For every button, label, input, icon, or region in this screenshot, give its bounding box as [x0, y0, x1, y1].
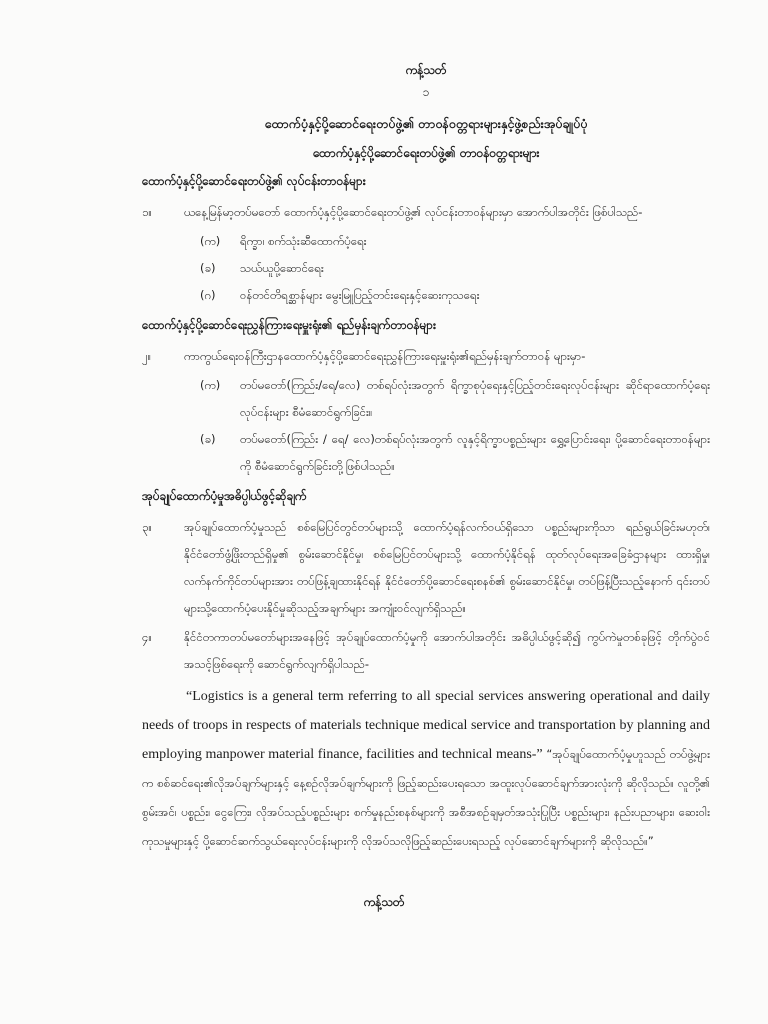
paragraph-4 — [142, 624, 710, 678]
document-subtitle: ထောက်ပံ့နှင့်ပို့ဆောင်ရေးတပ်ဖွဲ့၏ တာဝန်ဝတ္တရားများ — [312, 146, 540, 160]
item-marker: (ခ) — [200, 261, 216, 275]
paragraph-text: နိုင်ငံတကာတပ်မတော်များအနေဖြင့် အုပ်ချုပ်ထောက်ပံ့မှုကို အောက်ပါအတိုင်း အဓိပ္ပါယ်ဖွင့်ဆို၍ ကွပ်ကဲမှုတစ်ခုဖြင့် တိုက်ပွဲဝင်အသင့်ဖြစ်ရေးကို ဆောင်ရွက်လျက်ရှိပါသည်- — [184, 630, 710, 671]
document-title: ထောက်ပံ့နှင့်ပို့ဆောင်ရေးတပ်ဖွဲ့၏ တာဝန်ဝတ္တရားများနှင့်ဖွဲ့စည်းအုပ်ချုပ်ပုံ — [264, 116, 588, 131]
section-heading-definition: အုပ်ချုပ်ထောက်ပံ့မှုအဓိပ္ပါယ်ဖွင့်ဆိုချက် — [142, 489, 307, 503]
quote-english: “Logistics is a general term referring to all special services answering operational and daily needs of troops in respects of materials technique medical service and transportation by planning and employing manpower material finance, facilities and technical means-” — [142, 689, 710, 762]
list-item — [200, 228, 710, 255]
item-text: ရိက္ခာ၊ စက်သုံးဆီထောက်ပံ့ရေး — [240, 234, 367, 248]
paragraph-3 — [142, 514, 710, 622]
item-marker: (ဂ) — [200, 288, 216, 302]
item-text: တပ်မတော်(ကြည်း / ရေ/ လေ)တစ်ရပ်လုံးအတွက် လူနှင့်ရိက္ခာပစ္စည်းများ ရွှေ့ပြောင်းရေး၊ ပို့ဆောင်ရေးတာဝန်များကို စီမံဆောင်ရွက်ခြင်းတို့ဖြစ်ပါသည်။ — [240, 432, 710, 473]
list-item — [200, 255, 710, 282]
list-item — [200, 372, 710, 426]
paragraph-1 — [142, 199, 710, 226]
paragraph-number: ၁။ — [142, 205, 152, 219]
section-heading-objectives: ထောက်ပံ့နှင့်ပို့ဆောင်ရေးညွှန်ကြားရေးမှူးရုံး၏ ရည်မှန်းချက်တာဝန်များ — [142, 318, 436, 332]
item-text: သယ်ယူပို့ဆောင်ရေး — [240, 261, 324, 275]
footer-classification: ကန့်သတ် — [363, 895, 405, 909]
page-number: ၁ — [422, 85, 430, 99]
item-text: ဝန်တင်တိရစ္ဆာန်များ မွေးမြူပြည့်တင်းရေးနှင့်ဆေးကုသရေး — [240, 288, 480, 302]
paragraph-number: ၂။ — [142, 349, 152, 363]
section-heading-duties: ထောက်ပံ့နှင့်ပို့ဆောင်ရေးတပ်ဖွဲ့၏ လုပ်ငန်းတာဝန်များ — [142, 174, 366, 188]
item-marker: (ခ) — [200, 432, 216, 446]
paragraph-number: ၃။ — [142, 520, 152, 534]
quote-burmese: “အုပ်ချုပ်ထောက်ပံ့မှုဟူသည် တပ်ဖွဲ့များက စစ်ဆင်ရေး၏လိုအပ်ချက်များနှင့် နေ့စဉ်လိုအပ်ချက်များကို ဖြည့်ဆည်းပေးရသော အထူးလုပ်ဆောင်ချက်အားလုံးကို ဆိုလိုသည်။ လူတို့၏ စွမ်းအင်၊ ပစ္စည်း၊ ငွေကြေး၊ လိုအပ်သည့်ပစ္စည်းများ စက်မှုနည်းစနစ်များကို အစီအစဉ်ချမှတ်အသုံးပြုပြီး ပစ္စည်းများ၊ နည်းပညာများ၊ ဆေးဝါး ကုသမှုများနှင့် ပို့ဆောင်ဆက်သွယ်ရေးလုပ်ငန်းများကို လိုအပ်သလိုဖြည့်ဆည်းပေးရသည့် လုပ်ဆောင်ချက်များကို ဆိုလိုသည်။” — [142, 747, 711, 848]
paragraph-text: ယနေ့မြန်မာ့တပ်မတော် ထောက်ပံ့နှင့်ပို့ဆောင်ရေးတပ်ဖွဲ့၏ လုပ်ငန်းတာဝန်များမှာ အောက်ပါအတိုင်း ဖြစ်ပါသည်- — [184, 205, 643, 219]
item-marker: (က) — [200, 378, 221, 392]
paragraph-text: အုပ်ချုပ်ထောက်ပံ့မှုသည် စစ်မြေပြင်တွင်တပ်များသို့ ထောက်ပံ့ရန်လက်ဝယ်ရှိသော ပစ္စည်းများကိုသာ ရည်ရွယ်ခြင်းမဟုတ်၊ နိုင်ငံတော်ဖွံ့ဖြိုးတည်ရှိမှု၏ စွမ်းဆောင်နိုင်မှု၊ စစ်မြေပြင်တပ်များသို့ ထောက်ပံ့နိုင်ရန် ထုတ်လုပ်ရေးအခြေခံဌာနများ ထားရှိမှု၊ လက်နက်ကိုင်တပ်များအား တပ်ဖြန့်ချထားနိုင်ရန် နိုင်ငံတော်ပို့ဆောင်ရေးစနစ်၏ စွမ်းဆောင်နိုင်မှု၊ တပ်ဖြန့်ပြီးသည့်နောက် ၎င်းတပ်များသို့ထောက်ပံ့ပေးနိုင်မှုဆိုသည့်အချက်များ အကျုံးဝင်လျက်ရှိသည်။ — [184, 520, 710, 615]
item-marker: (က) — [200, 234, 221, 248]
paragraph-number: ၄။ — [142, 630, 152, 644]
paragraph-text: ကာကွယ်ရေးဝန်ကြီးဌာနထောက်ပံ့နှင့်ပို့ဆောင်ရေးညွှန်ကြားရေးမှူးရုံး၏ရည်မှန်းချက်တာဝန် များမှာ- — [184, 349, 586, 363]
item-text: တပ်မတော်(ကြည်း/ရေ/လေ) တစ်ရပ်လုံးအတွက် ရိက္ခာစုပုံရေးနှင့်ပြည့်တင်းရေးလုပ်ငန်းများ ဆိုင်ရာထောက်ပံ့ရေးလုပ်ငန်းများ စီမံဆောင်ရွက်ခြင်း။ — [240, 378, 710, 419]
paragraph-2 — [142, 343, 710, 370]
header-classification: ကန့်သတ် — [405, 63, 447, 77]
list-item — [200, 426, 710, 480]
logistics-definition-quote — [142, 682, 710, 856]
list-item — [200, 282, 710, 309]
